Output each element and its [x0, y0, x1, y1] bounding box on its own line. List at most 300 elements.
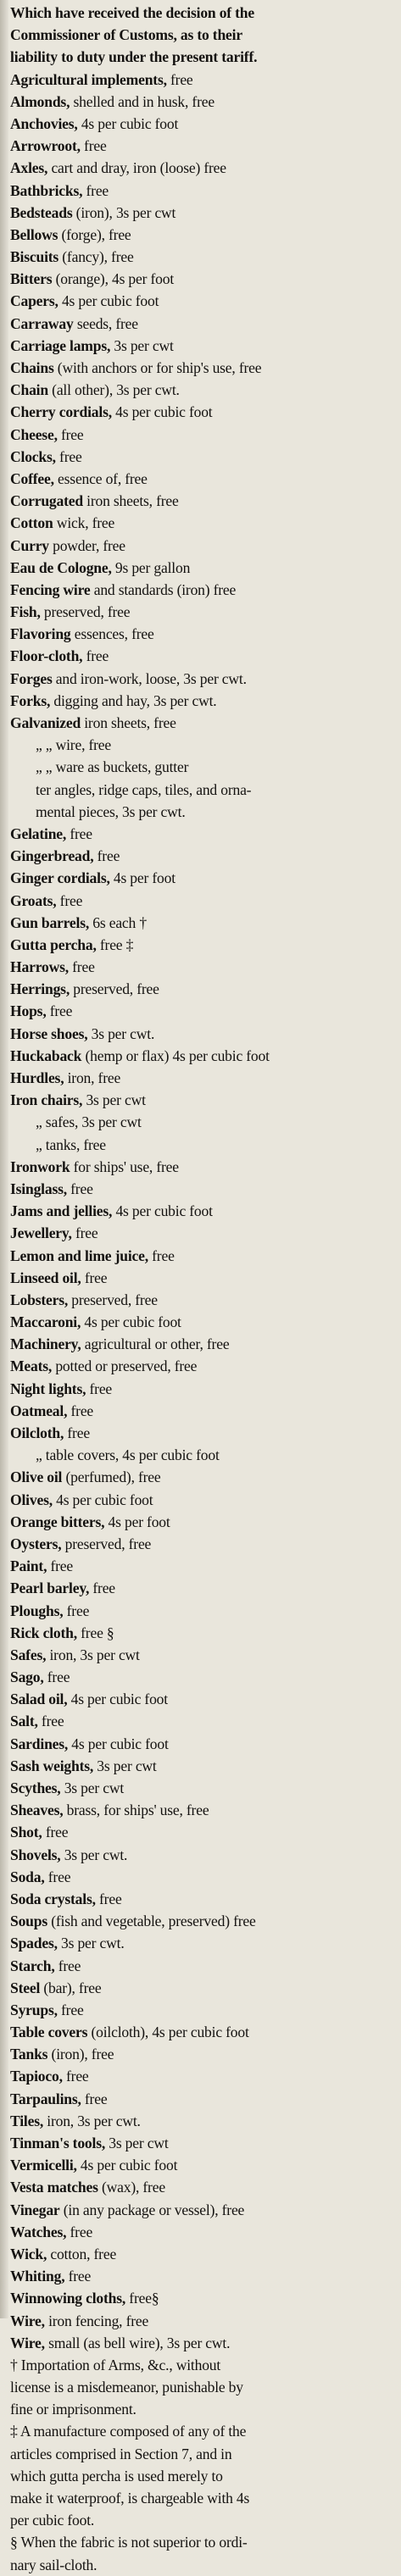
tariff-entry	[10, 978, 398, 1000]
entry-term: Sheaves,	[10, 1802, 64, 1819]
entry-rate: free	[64, 1424, 90, 1441]
entry-rate: digging and hay, 3s per cwt.	[50, 691, 217, 709]
entry-term: Jewellery,	[10, 1224, 72, 1242]
tariff-entry	[10, 468, 398, 490]
entry-term: Almonds,	[10, 92, 70, 110]
tariff-entry	[10, 1955, 398, 1977]
entry-rate: (with anchors or for ship's use, free	[53, 359, 262, 376]
entry-term: Cheese,	[10, 425, 58, 443]
tariff-entry	[10, 180, 398, 202]
entry-rate: wick, free	[53, 514, 115, 532]
tariff-entry	[10, 645, 398, 667]
entry-rate: free	[54, 1957, 81, 1974]
entry-term: Fish,	[10, 603, 41, 621]
entry-term: Soda,	[10, 1868, 45, 1885]
tariff-entry	[10, 1267, 398, 1289]
entry-rate: free	[81, 1269, 108, 1286]
entry-term: Oysters,	[10, 1535, 62, 1552]
tariff-entry	[10, 1666, 398, 1688]
tariff-entry	[10, 2199, 398, 2221]
entry-term: Hurdles,	[10, 1069, 64, 1086]
entry-rate: free	[66, 1180, 93, 1197]
subentry-line: „ „ wire, free	[36, 736, 112, 754]
entry-rate: and iron-work, loose, 3s per cwt.	[52, 669, 247, 687]
entry-rate: 9s per gallon	[111, 558, 191, 576]
entry-term: Chain	[10, 381, 48, 399]
entry-rate: cart and dray, iron (loose) free	[47, 159, 226, 177]
tariff-entry	[10, 1378, 398, 1400]
entry-term: Shovels,	[10, 1846, 61, 1863]
tariff-entry	[10, 512, 398, 534]
entry-rate: free	[66, 2223, 93, 2240]
footnote-line: nary sail-cloth.	[10, 2556, 97, 2573]
tariff-entry	[10, 1000, 398, 1022]
entry-rate: free	[93, 847, 120, 865]
entry-term: Gingerbread,	[10, 847, 94, 865]
entry-rate: essences, free	[70, 625, 154, 643]
entry-rate: small (as bell wire), 3s per cwt.	[44, 2334, 231, 2351]
entry-rate: cotton, free	[47, 2245, 117, 2262]
entry-rate: (wax), free	[97, 2179, 165, 2196]
tariff-entry	[10, 2243, 398, 2265]
tariff-entry	[10, 1067, 398, 1089]
entry-term: Lemon and lime juice,	[10, 1246, 148, 1264]
tariff-entry	[10, 1533, 398, 1555]
entry-term: Clocks,	[10, 447, 56, 465]
footnote-line: make it waterproof, is chargeable with 4s	[10, 2490, 250, 2507]
entry-rate: free	[66, 824, 92, 842]
entry-rate: (orange), 4s per foot	[52, 270, 175, 288]
entry-term: Maccaroni,	[10, 1313, 81, 1331]
tariff-entry	[10, 2332, 398, 2354]
entry-term: Forges	[10, 669, 53, 687]
entry-rate: free	[37, 1713, 64, 1730]
iron-subentries	[10, 1111, 398, 1155]
entry-rate: 4s per cubic foot	[77, 114, 179, 132]
tariff-entry	[10, 557, 398, 579]
tariff-entry	[10, 1932, 398, 1954]
entry-rate: free	[80, 137, 107, 155]
entry-term: Huckaback	[10, 1046, 82, 1064]
galvanized-subentries	[10, 734, 398, 823]
entry-rate: preserved, free	[61, 1535, 152, 1552]
tariff-entry	[10, 1023, 398, 1045]
entry-rate: seeds, free	[73, 314, 138, 332]
entry-rate: brass, for ships' use, free	[63, 1802, 209, 1819]
tariff-entry	[10, 1178, 398, 1200]
footnote-line: † Importation of Arms, &c., without	[10, 2356, 221, 2373]
entry-term: Syrups,	[10, 2001, 58, 2018]
tariff-entry	[10, 1622, 398, 1644]
tariff-entry	[10, 1355, 398, 1377]
entry-term: Soda crystals,	[10, 1890, 96, 1907]
entry-rate: preserved, free	[68, 1291, 158, 1308]
entry-rate: free	[148, 1246, 175, 1264]
entry-term: Ploughs,	[10, 1602, 64, 1619]
entry-term: Whiting,	[10, 2268, 65, 2285]
tariff-entry	[10, 1755, 398, 1777]
entry-term: Isinglass,	[10, 1180, 67, 1197]
entry-term: Spades,	[10, 1935, 58, 1952]
tariff-entry	[10, 912, 398, 934]
entry-rate: iron sheets, free	[81, 714, 176, 731]
tariff-entry	[10, 1333, 398, 1355]
entry-term: Oatmeal,	[10, 1402, 68, 1419]
entry-term: Chains	[10, 359, 54, 376]
entry-term: Sago,	[10, 1668, 44, 1686]
entry-rate: free	[55, 447, 82, 465]
entry-rate: iron fencing, free	[44, 2312, 149, 2329]
tariff-entry	[10, 1821, 398, 1843]
entry-rate: (fancy), free	[58, 248, 134, 266]
tariff-entry	[10, 1311, 398, 1333]
entry-rate: 4s per cubic foot	[76, 2157, 178, 2174]
entry-rate: (all other), 3s per cwt.	[47, 381, 180, 399]
tariff-entry	[10, 69, 398, 91]
entry-term: Tinman's tools,	[10, 2135, 106, 2151]
tariff-entry	[10, 1577, 398, 1599]
entry-term: Curry	[10, 536, 49, 554]
entry-rate: free	[86, 1380, 113, 1397]
entry-rate: 4s per foot	[109, 869, 175, 887]
tariff-entry	[10, 357, 398, 379]
entry-term: Paint,	[10, 1557, 47, 1575]
entry-rate: 4s per cubic foot	[81, 1313, 181, 1331]
entry-rate: free	[89, 1579, 115, 1597]
entry-term: Vermicelli,	[10, 2157, 77, 2174]
entry-term: Wire,	[10, 2312, 45, 2329]
entry-rate: (bar), free	[40, 1979, 102, 1996]
entry-term: Corrugated	[10, 492, 83, 510]
tariff-entry	[10, 2310, 398, 2332]
tariff-entry	[10, 1045, 398, 1067]
footnote-line: license is a misdemeanor, punishable by	[10, 2379, 243, 2396]
entry-term: Steel	[10, 1979, 41, 1996]
tariff-entry	[10, 668, 398, 690]
tariff-entry	[10, 535, 398, 557]
entry-term: Carriage lamps,	[10, 336, 111, 354]
entry-term: Carraway	[10, 314, 74, 332]
entry-rate: 4s per cubic foot	[67, 1690, 168, 1708]
entry-term: Safes,	[10, 1646, 47, 1663]
intro-line: Which have received the decision of the	[10, 4, 255, 21]
entry-term: Herrings,	[10, 980, 70, 998]
entry-rate: shelled and in husk, free	[70, 92, 214, 110]
tariff-entry	[10, 157, 398, 179]
entry-rate: 3s per cwt	[110, 336, 174, 354]
subentry-line: „ „ ware as buckets, gutter	[36, 758, 189, 776]
intro-line: liability to duty under the present tariff.	[10, 48, 258, 66]
entry-rate: 4s per cubic foot	[112, 1202, 213, 1220]
tariff-entry	[10, 1999, 398, 2021]
entry-term: Cotton	[10, 514, 53, 532]
entry-rate: free §	[76, 1624, 114, 1641]
entry-term: Fencing wire	[10, 580, 91, 598]
entry-term: Forks,	[10, 691, 51, 709]
entry-term: Tanks	[10, 2046, 48, 2063]
entry-term: Oilcloth,	[10, 1424, 64, 1441]
entry-term: Floor-cloth,	[10, 647, 83, 665]
entry-rate: free	[82, 181, 109, 199]
entry-rate: preserved, free	[40, 603, 131, 621]
tariff-entry	[10, 1688, 398, 1710]
tariff-entry	[10, 867, 398, 889]
entry-term: Coffee,	[10, 469, 54, 487]
entry-rate: preserved, free	[70, 980, 159, 998]
entry-term: Shot,	[10, 1824, 42, 1841]
entry-rate: free	[47, 1557, 74, 1575]
entry-term: Wire,	[10, 2334, 45, 2351]
tariff-entry	[10, 446, 398, 468]
tariff-entry	[10, 490, 398, 512]
tariff-entry	[10, 379, 398, 401]
entry-term: Watches,	[10, 2223, 67, 2240]
tariff-entry	[10, 1089, 398, 1111]
entry-rate: powder, free	[48, 536, 125, 554]
footnotes	[10, 2354, 398, 2576]
footnote-line: per cubic foot.	[10, 2512, 95, 2529]
tariff-entry	[10, 113, 398, 135]
entry-rate: free	[44, 1868, 71, 1885]
entry-rate: (fish and vegetable, preserved) free	[47, 1913, 256, 1930]
entry-term: Agricultural implements,	[10, 70, 167, 88]
entry-rate: iron, 3s per cwt.	[43, 2112, 141, 2129]
entry-rate: 4s per cubic foot	[52, 1491, 153, 1508]
tariff-entry	[10, 2265, 398, 2287]
footnote-line: fine or imprisonment.	[10, 2401, 136, 2418]
entry-rate: free	[81, 2090, 108, 2107]
entry-rate: free	[63, 1602, 90, 1619]
entry-rate: free	[56, 891, 83, 909]
entry-term: Bellows	[10, 225, 58, 243]
entry-term: Machinery,	[10, 1335, 81, 1353]
tariff-entry	[10, 401, 398, 423]
entry-term: Meats,	[10, 1357, 53, 1375]
entry-term: Axles,	[10, 159, 48, 177]
entry-rate: 3s per cwt	[82, 1091, 146, 1109]
entry-rate: potted or preserved, free	[52, 1357, 198, 1375]
tariff-entry	[10, 1733, 398, 1755]
tariff-entry	[10, 1400, 398, 1422]
entry-rate: 3s per cwt	[93, 1757, 157, 1774]
tariff-entry	[10, 845, 398, 867]
entry-rate: free	[166, 70, 193, 88]
intro-block	[10, 2, 398, 69]
entry-rate: 3s per cwt	[60, 1779, 125, 1796]
entry-rate: 3s per cwt.	[57, 1935, 125, 1952]
tariff-entry	[10, 1222, 398, 1244]
entry-rate: free	[82, 647, 109, 665]
entry-rate: (iron), 3s per cwt	[72, 203, 176, 221]
tariff-entry	[10, 690, 398, 712]
tariff-entry	[10, 1777, 398, 1799]
tariff-entry	[10, 424, 398, 446]
subentry-line: „ tanks, free	[36, 1135, 106, 1153]
tariff-entry	[10, 1489, 398, 1511]
entry-term: Horse shoes,	[10, 1024, 88, 1042]
tariff-entry	[10, 934, 398, 956]
entry-rate: free	[95, 1890, 122, 1907]
tariff-entry	[10, 2132, 398, 2154]
tariff-entry	[10, 246, 398, 268]
entry-term: Tarpaulins,	[10, 2090, 81, 2107]
entry-term: Bedsteads	[10, 203, 73, 221]
entry-term: Groats,	[10, 891, 57, 909]
entry-term: Salt,	[10, 1713, 38, 1730]
tariff-entry	[10, 1555, 398, 1577]
entry-rate: (forge), free	[58, 225, 131, 243]
tariff-entry	[10, 202, 398, 224]
entry-term: Tapioco,	[10, 2068, 63, 2085]
entry-rate: 3s per cwt.	[87, 1024, 155, 1042]
entry-rate: 4s per cubic foot	[111, 403, 213, 421]
tariff-entry	[10, 1600, 398, 1622]
tariff-entry	[10, 91, 398, 113]
footnote-line: articles comprised in Section 7, and in	[10, 2445, 232, 2462]
tariff-entry	[10, 1644, 398, 1666]
entry-rate: 4s per cubic foot	[68, 1735, 169, 1752]
entry-term: Anchovies,	[10, 114, 78, 132]
entry-rate: (oilcloth), 4s per cubic foot	[87, 2024, 249, 2041]
tariff-entry	[10, 579, 398, 601]
entry-term: Eau de Cologne,	[10, 558, 112, 576]
entry-term: Gun barrels,	[10, 913, 90, 931]
entry-term: Galvanized	[10, 714, 81, 731]
entry-term: Bitters	[10, 270, 53, 288]
page-gutter-shadow	[0, 0, 8, 2318]
subentry-line: mental pieces, 3s per cwt.	[36, 802, 186, 820]
tariff-entry	[10, 2043, 398, 2065]
tariff-entry	[10, 1511, 398, 1533]
entry-term: Capers,	[10, 292, 58, 310]
entry-term: Cherry cordials,	[10, 403, 112, 421]
tariff-entry	[10, 1910, 398, 1932]
tariff-entry	[10, 1977, 398, 1999]
tariff-entry	[10, 268, 398, 290]
entry-rate: 4s per cubic foot	[58, 292, 159, 310]
entry-rate: 3s per cwt	[105, 2135, 169, 2151]
tariff-entry	[10, 890, 398, 912]
tariff-list-2	[10, 823, 398, 1111]
subentry-line: ter angles, ridge caps, tiles, and orna-	[36, 780, 252, 798]
tariff-entry	[10, 1466, 398, 1488]
entry-term: Soups	[10, 1913, 47, 1930]
tariff-entry	[10, 1245, 398, 1267]
entry-term: Bathbricks,	[10, 181, 83, 199]
entry-term: Gutta percha,	[10, 935, 97, 953]
entry-term: Starch,	[10, 1957, 55, 1974]
entry-rate: iron, free	[64, 1069, 121, 1086]
entry-term: Olive oil	[10, 1468, 63, 1486]
entry-rate: free	[42, 1824, 69, 1841]
footnote-line: which gutta percha is used merely to	[10, 2467, 223, 2484]
entry-rate: (hemp or flax) 4s per cubic foot	[81, 1046, 270, 1064]
entry-term: Jams and jellies,	[10, 1202, 113, 1220]
tariff-entry	[10, 1422, 398, 1444]
entry-term: Arrowroot,	[10, 137, 81, 155]
tariff-entry	[10, 290, 398, 312]
tariff-entry	[10, 601, 398, 623]
tariff-entry	[10, 2287, 398, 2309]
intro-line: Commissioner of Customs, as to their	[10, 26, 242, 44]
entry-term: Flavoring	[10, 625, 71, 643]
entry-term: Iron chairs,	[10, 1091, 83, 1109]
entry-rate: agricultural or other, free	[81, 1335, 230, 1353]
tariff-list	[10, 69, 398, 735]
tariff-list-4	[10, 1466, 398, 2354]
entry-term: Table covers	[10, 2024, 88, 2041]
entry-term: Sardines,	[10, 1735, 69, 1752]
entry-rate: free	[62, 2068, 89, 2085]
entry-rate: for ships' use, free	[70, 1158, 179, 1175]
entry-term: Olives,	[10, 1491, 53, 1508]
tariff-entry	[10, 313, 398, 335]
tariff-entry	[10, 1710, 398, 1732]
entry-term: Pearl barley,	[10, 1579, 90, 1597]
tariff-entry	[10, 1844, 398, 1866]
tariff-entry	[10, 623, 398, 645]
entry-rate: (in any package or vessel), free	[59, 2201, 245, 2218]
entry-rate: 4s per foot	[104, 1513, 170, 1530]
entry-rate: and standards (iron) free	[90, 580, 237, 598]
tariff-entry	[10, 1866, 398, 1888]
entry-term: Tiles,	[10, 2112, 44, 2129]
entry-term: Lobsters,	[10, 1291, 69, 1308]
entry-rate: free	[46, 1002, 73, 1020]
entry-rate: iron, 3s per cwt	[46, 1646, 140, 1663]
entry-term: Rick cloth,	[10, 1624, 77, 1641]
tariff-entry	[10, 712, 398, 734]
tariff-entry	[10, 2154, 398, 2176]
tariff-entry	[10, 2176, 398, 2198]
entry-rate: free	[64, 2268, 92, 2285]
tariff-entry	[10, 2088, 398, 2110]
tariff-entry	[10, 335, 398, 357]
entry-rate: free	[57, 425, 84, 443]
entry-rate: (iron), free	[47, 2046, 114, 2063]
tariff-entry	[10, 1156, 398, 1178]
entry-term: Salad oil,	[10, 1690, 68, 1708]
tariff-entry	[10, 135, 398, 157]
entry-term: Harrows,	[10, 958, 69, 976]
entry-rate: essence of, free	[53, 469, 148, 487]
entry-rate: 3s per cwt.	[60, 1846, 128, 1863]
entry-term: Vinegar	[10, 2201, 60, 2218]
entry-term: Ginger cordials,	[10, 869, 110, 887]
entry-term: Gelatine,	[10, 824, 67, 842]
tariff-entry	[10, 2021, 398, 2043]
tariff-entry	[10, 2065, 398, 2087]
entry-term: Wick,	[10, 2245, 47, 2262]
entry-rate: free ‡	[96, 935, 134, 953]
tariff-entry	[10, 956, 398, 978]
entry-term: Night lights,	[10, 1380, 86, 1397]
tariff-entry	[10, 224, 398, 246]
entry-rate: free	[68, 958, 95, 976]
entry-term: Orange bitters,	[10, 1513, 105, 1530]
entry-rate: 6s each †	[89, 913, 147, 931]
entry-rate: iron sheets, free	[82, 492, 179, 510]
entry-rate: free	[57, 2001, 84, 2018]
entry-term: Hops,	[10, 1002, 47, 1020]
tariff-entry	[10, 1289, 398, 1311]
tariff-entry	[10, 1200, 398, 1222]
entry-term: Sash weights,	[10, 1757, 94, 1774]
entry-term: Ironwork	[10, 1158, 70, 1175]
entry-term: Linseed oil,	[10, 1269, 81, 1286]
entry-rate: free	[71, 1224, 98, 1242]
entry-term: Winnowing cloths,	[10, 2290, 126, 2307]
